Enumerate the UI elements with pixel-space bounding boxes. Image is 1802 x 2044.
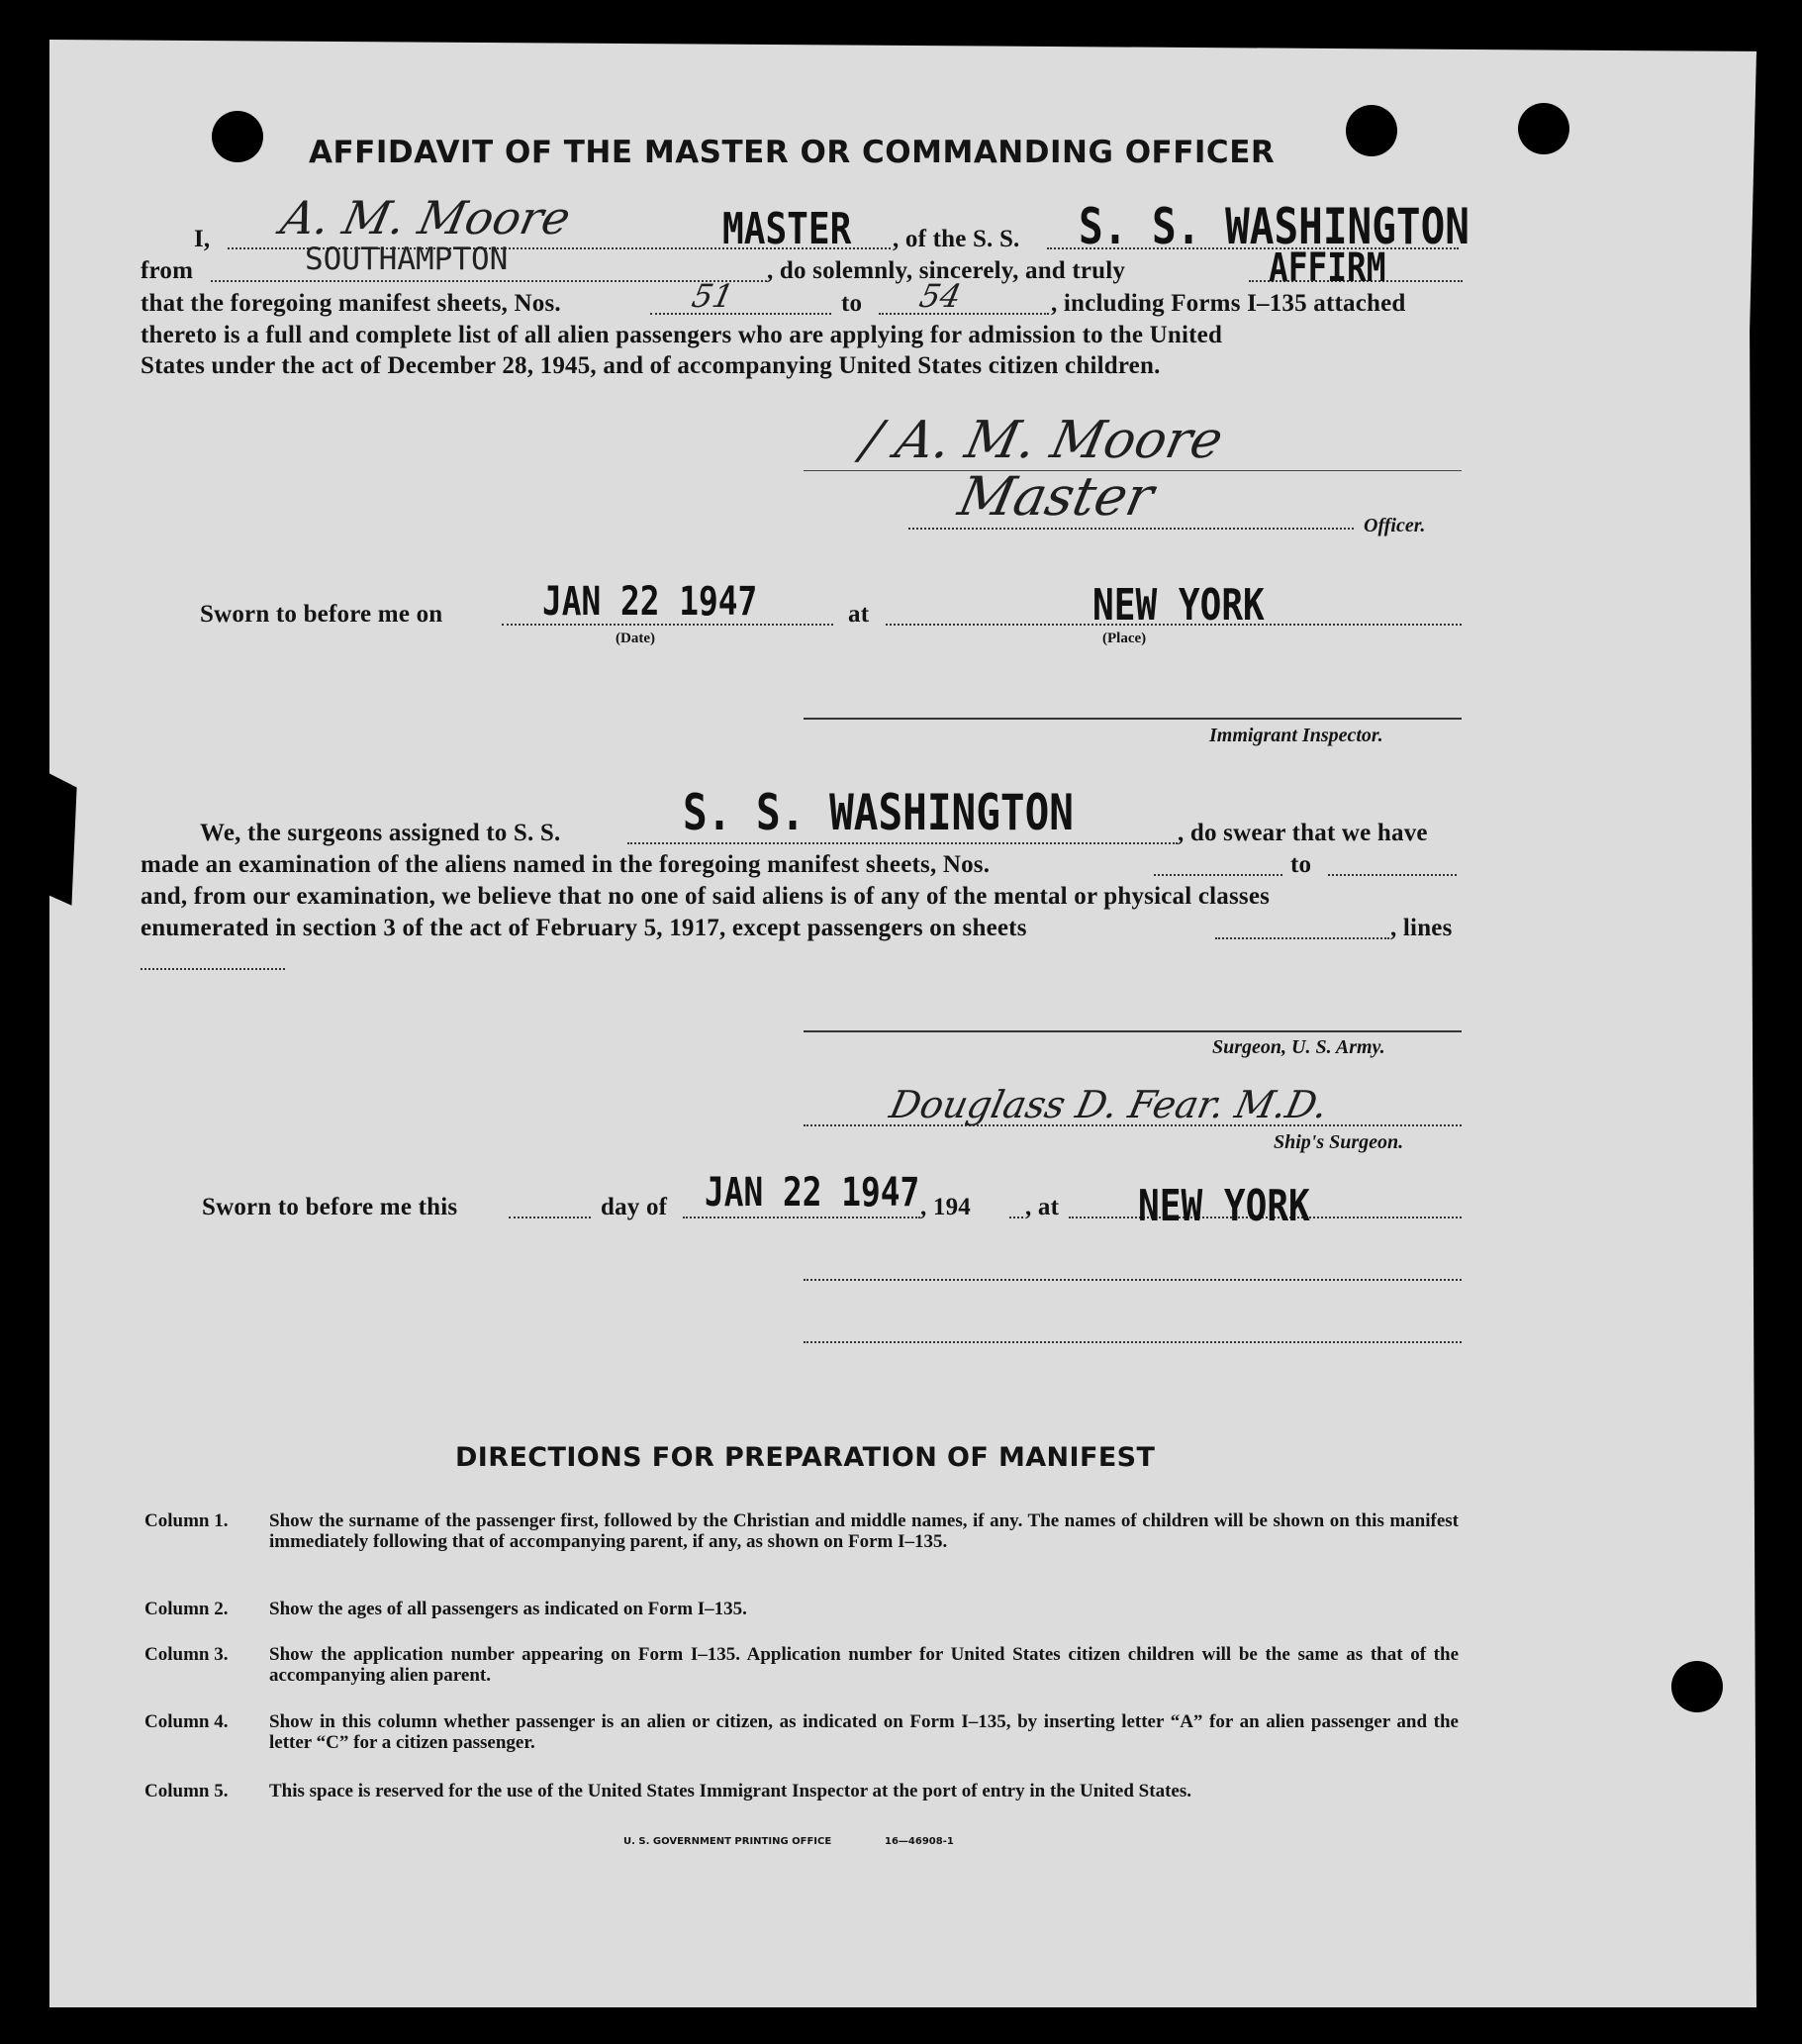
direction-label: Column 4.: [144, 1711, 229, 1732]
direction-text: Show the surname of the passenger first, followed by the Christian and middle names, if any. The names of children will be shown on this manifest immediately following that of accompanying parent, if any, as shown on Form I–135.: [269, 1510, 1459, 1552]
surgeons-lead: We, the surgeons assigned to S. S.: [200, 820, 561, 846]
place-caption: (Place): [1102, 631, 1147, 646]
except-lines-line: [141, 968, 285, 970]
pronoun-i: I,: [194, 226, 211, 252]
direction-text: This space is reserved for the use of the United States Immigrant Inspector at the port of entry in the United States.: [269, 1781, 1191, 1801]
directions-title: DIRECTIONS FOR PREPARATION OF MANIFEST: [455, 1442, 1156, 1473]
punch-hole: [212, 111, 263, 162]
printer-imprint: U. S. GOVERNMENT PRINTING OFFICE: [623, 1836, 832, 1847]
rank-stamp: MASTER: [722, 204, 852, 254]
direction-text: Show the ages of all passengers as indicated on Form I–135.: [269, 1599, 747, 1619]
inspector-line: [804, 718, 1462, 720]
direction-label: Column 3.: [144, 1644, 229, 1665]
surgeons-ship-stamp: S. S. WASHINGTON: [683, 784, 1074, 841]
direction-label: Column 2.: [144, 1599, 229, 1619]
year-line: [1009, 1217, 1023, 1218]
except-sheets-line: [1215, 937, 1389, 939]
ships-surgeon-label: Ship's Surgeon.: [1274, 1131, 1404, 1153]
year-suffix-label: , 194: [920, 1194, 971, 1220]
master-name-signature: A. M. Moore: [276, 191, 576, 244]
sworn-date-stamp: JAN 22 1947: [542, 579, 758, 625]
sheet-to: 54: [915, 277, 965, 315]
sworn-this-label: Sworn to before me this: [202, 1194, 458, 1220]
master-signature: / A. M. Moore: [856, 411, 1228, 470]
to-label: to: [841, 290, 863, 317]
surgeons-line4: enumerated in section 3 of the act of February 5, 1917, except passengers on sheets: [141, 915, 1027, 941]
form-number: 16—46908-1: [885, 1836, 954, 1847]
surgeons-sheet-from-line: [1154, 874, 1282, 876]
title-line: [908, 528, 1354, 530]
sheet-from-line: [650, 313, 831, 315]
surgeons-ship-line: [627, 842, 1178, 844]
port-typed: SOUTHAMPTON: [305, 242, 509, 277]
do-solemnly-label: , do solemnly, sincerely, and truly: [767, 257, 1126, 284]
witness-line-2: [804, 1341, 1462, 1343]
punch-hole: [1671, 1661, 1723, 1712]
affidavit-title: AFFIDAVIT OF THE MASTER OR COMMANDING OFFICER: [309, 135, 1276, 170]
ship-stamp: S. S. WASHINGTON: [1079, 198, 1470, 255]
direction-label: Column 1.: [144, 1510, 229, 1531]
direction-text: Show in this column whether passenger is an alien or citizen, as indicated on Form I–135, by inserting letter “A” for an alien passenger and the letter “C” for a citizen passenger.: [269, 1711, 1459, 1753]
oath-word-stamp: AFFIRM: [1269, 245, 1386, 291]
at-place-label: , at: [1025, 1194, 1060, 1220]
surgeons-line3: and, from our examination, we believe that no one of said aliens is of any of the mental or physical classes: [141, 883, 1271, 910]
sworn-place-stamp: NEW YORK: [1092, 580, 1265, 631]
punch-hole: [1346, 105, 1397, 156]
lines-label: , lines: [1390, 915, 1453, 941]
punch-hole: [1518, 103, 1569, 154]
witness-line-1: [804, 1279, 1462, 1281]
sworn-surgeons-date-stamp: JAN 22 1947: [705, 1170, 920, 1216]
army-surgeon-line: [804, 1030, 1462, 1032]
date-caption: (Date): [616, 631, 655, 646]
of-ss-label: , of the S. S.: [893, 226, 1020, 252]
sworn-surgeons-place-stamp: NEW YORK: [1138, 1181, 1310, 1231]
army-surgeon-label: Surgeon, U. S. Army.: [1212, 1036, 1385, 1058]
surgeons-line2: made an examination of the aliens named in the foregoing manifest sheets, Nos.: [141, 851, 991, 878]
month-line: [683, 1217, 920, 1218]
port-line: [211, 280, 767, 282]
direction-text: Show the application number appearing on Form I–135. Application number for United States citizen children will be the same as that of the accompanying alien parent.: [269, 1644, 1459, 1686]
at-label: at: [848, 601, 870, 628]
affidavit-text-line5: States under the act of December 28, 1945, and of accompanying United States citizen children.: [141, 352, 1161, 379]
from-label: from: [141, 257, 194, 284]
sheets-label: that the foregoing manifest sheets, Nos.: [141, 290, 561, 317]
surgeons-sheet-to-line: [1328, 874, 1457, 876]
master-title-signature: Master: [953, 465, 1160, 528]
sheet-from: 51: [688, 277, 737, 315]
swear-label: , do swear that we have: [1178, 820, 1428, 846]
sheet-to-line: [879, 313, 1049, 315]
surgeons-to-label: to: [1290, 851, 1312, 878]
day-line: [509, 1217, 591, 1218]
affidavit-text-line4: thereto is a full and complete list of all alien passengers who are applying for admission to the United: [141, 322, 1223, 348]
direction-label: Column 5.: [144, 1781, 229, 1801]
day-of-label: day of: [601, 1194, 668, 1220]
ships-surgeon-signature: Douglass D. Fear. M.D.: [886, 1083, 1332, 1126]
officer-label: Officer.: [1364, 515, 1426, 536]
including-forms-label: , including Forms I–135 attached: [1051, 290, 1406, 317]
sworn-on-label: Sworn to before me on: [200, 601, 443, 628]
immigrant-inspector-label: Immigrant Inspector.: [1209, 725, 1383, 746]
